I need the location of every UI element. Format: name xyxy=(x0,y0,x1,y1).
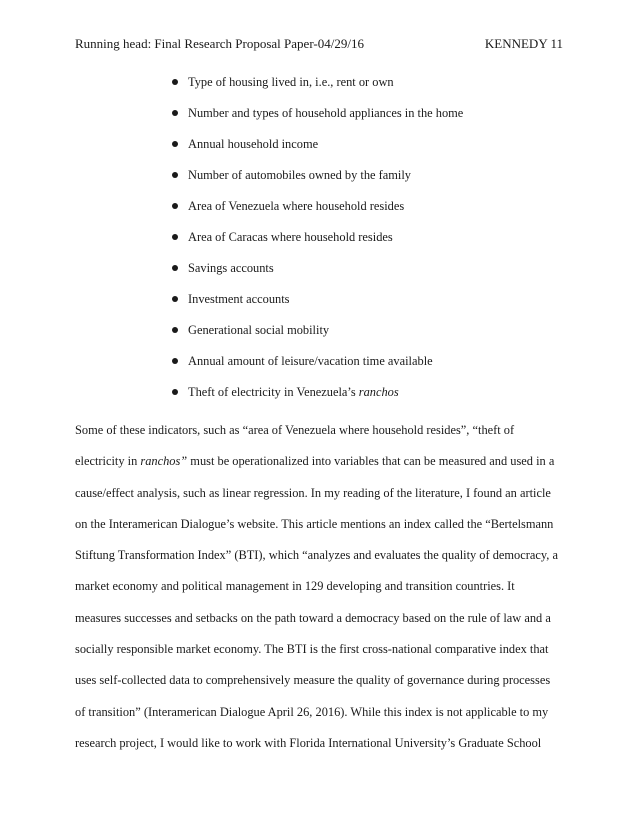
running-head-title: Running head: Final Research Proposal Paper-04/29/16 xyxy=(75,36,364,51)
paragraph-line xyxy=(75,451,567,482)
line-text: socially responsible market economy. The BTI is the first cross-national comparative index that xyxy=(75,642,549,657)
bullet-icon xyxy=(172,172,178,178)
list-item-text: Type of housing lived in, i.e., rent or own xyxy=(188,75,394,89)
paragraph-line xyxy=(75,670,567,701)
list-item xyxy=(172,196,463,227)
bullet-icon xyxy=(172,79,178,85)
list-item xyxy=(172,320,463,351)
paragraph-line xyxy=(75,608,567,639)
paragraph-line xyxy=(75,576,567,607)
line-text: Stiftung Transformation Index” (BTI), which “analyzes and evaluates the quality of democracy, a xyxy=(75,548,558,563)
list-item xyxy=(172,103,463,134)
list-item-text: Number of automobiles owned by the family xyxy=(188,168,411,182)
running-head xyxy=(75,36,563,52)
paragraph-line xyxy=(75,545,567,576)
line-text-continued: must be operationalized into variables that can be measured and used in a xyxy=(187,454,555,469)
line-text: measures successes and setbacks on the path toward a democracy based on the rule of law and a xyxy=(75,610,551,625)
bullet-icon xyxy=(172,296,178,302)
list-item-italic-term: ranchos xyxy=(358,385,399,399)
list-item-text: Annual household income xyxy=(188,137,319,151)
paragraph-line xyxy=(75,514,567,545)
bullet-icon xyxy=(172,203,178,209)
list-item xyxy=(172,72,463,103)
list-item-text: Area of Caracas where household resides xyxy=(188,230,393,244)
bullet-icon xyxy=(172,234,178,240)
list-item xyxy=(172,227,463,258)
author-page-number: KENNEDY 11 xyxy=(484,36,563,51)
line-text: Some of these indicators, such as “area of Venezuela where household resides”, “theft of xyxy=(75,423,515,437)
line-text: of transition” (Interamerican Dialogue April 26, 2016). While this index is not applicable to my xyxy=(75,704,549,719)
list-item-text: Generational social mobility xyxy=(188,323,330,337)
line-text: electricity in xyxy=(75,454,141,469)
list-item-text: Investment accounts xyxy=(188,292,290,306)
line-text: cause/effect analysis, such as linear regression. In my reading of the literature, I found an article xyxy=(75,485,551,500)
line-text: market economy and political management in 129 developing and transition countries. It xyxy=(75,579,515,594)
list-item xyxy=(172,134,463,165)
paragraph-line xyxy=(75,639,567,670)
paragraph-line xyxy=(75,420,567,451)
bullet-icon xyxy=(172,327,178,333)
list-item xyxy=(172,351,463,382)
list-item xyxy=(172,382,463,413)
list-item-text: Number and types of household appliances in the home xyxy=(188,106,464,120)
line-italic-term: ranchos” xyxy=(140,454,188,469)
bullet-icon xyxy=(172,110,178,116)
list-item-text: Annual amount of leisure/vacation time available xyxy=(188,354,433,368)
bullet-icon xyxy=(172,389,178,395)
line-text: on the Interamerican Dialogue’s website. This article mentions an index called the “Bertelsmann xyxy=(75,516,554,531)
line-text: uses self-collected data to comprehensively measure the quality of governance during processes xyxy=(75,673,551,688)
paragraph-line xyxy=(75,733,567,764)
bullet-icon xyxy=(172,265,178,271)
paragraph-line xyxy=(75,702,567,733)
bullet-icon xyxy=(172,141,178,147)
list-item xyxy=(172,258,463,289)
line-text: research project, I would like to work with Florida International University’s Graduate School xyxy=(75,735,542,750)
indicator-bullet-list xyxy=(172,72,463,413)
bullet-icon xyxy=(172,358,178,364)
list-item-text: Area of Venezuela where household resides xyxy=(188,199,405,213)
body-paragraph xyxy=(75,420,567,764)
list-item xyxy=(172,165,463,196)
paragraph-line xyxy=(75,483,567,514)
list-item-text: Theft of electricity in Venezuela’s xyxy=(188,385,359,399)
list-item-text: Savings accounts xyxy=(188,261,274,275)
list-item xyxy=(172,289,463,320)
